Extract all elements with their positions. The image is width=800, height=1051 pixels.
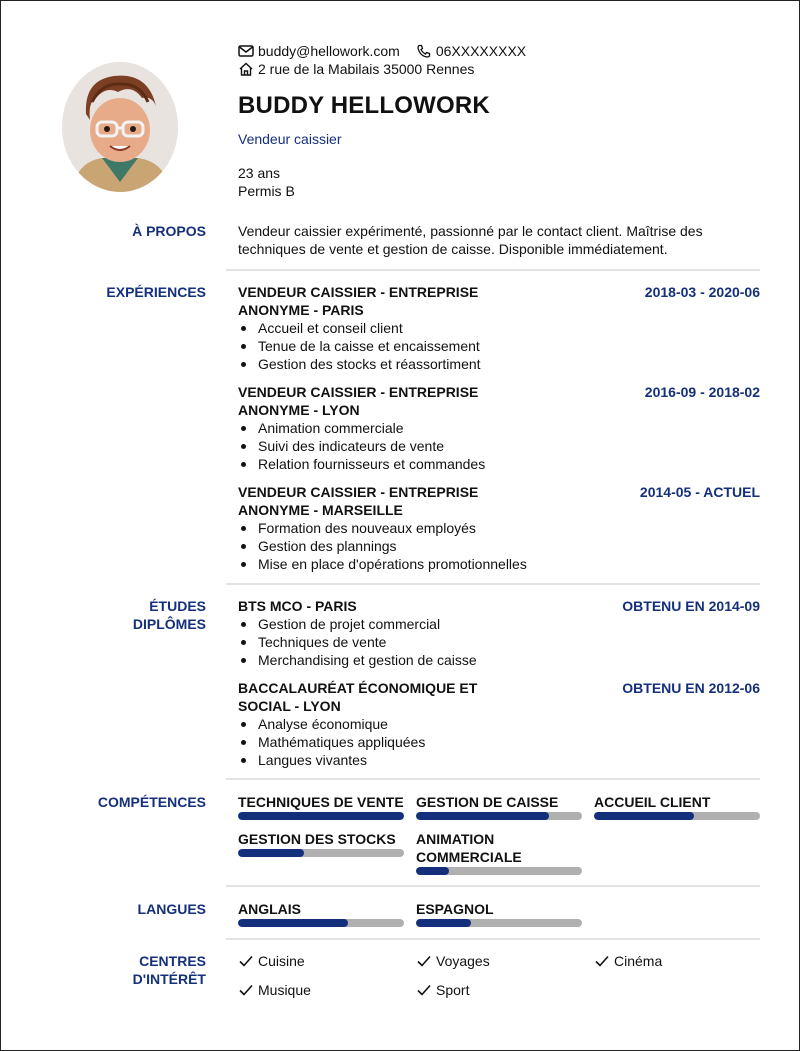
experience-bullets — [238, 519, 760, 573]
skill-bar — [238, 812, 404, 820]
check-icon — [594, 954, 610, 968]
divider — [226, 269, 760, 271]
envelope-icon — [238, 44, 254, 58]
skills-grid — [238, 793, 760, 875]
skill-bar — [416, 867, 582, 875]
interests-section — [238, 952, 760, 999]
interest-item — [238, 952, 416, 970]
list-item: Accueil et conseil client — [238, 319, 760, 337]
resume-header — [238, 42, 760, 200]
interest-label: Cuisine — [258, 953, 305, 969]
phone-icon — [416, 44, 432, 58]
skill-bar-fill — [416, 867, 449, 875]
education-label-line2: DIPLÔMES — [132, 616, 206, 632]
list-item: Gestion des stocks et réassortiment — [238, 355, 760, 373]
interest-label: Cinéma — [614, 953, 663, 969]
language-item — [238, 900, 404, 927]
interest-label: Musique — [258, 982, 311, 998]
skill-item — [594, 793, 760, 820]
skill-name: GESTION DES STOCKS — [238, 831, 396, 847]
experience-entry — [238, 283, 760, 373]
experience-date: 2016-09 - 2018-02 — [644, 384, 760, 400]
interests-label — [41, 952, 206, 988]
skill-item — [238, 830, 404, 875]
interests-grid — [238, 952, 760, 999]
experience-entry — [238, 383, 760, 473]
list-item: Tenue de la caisse et encaissement — [238, 337, 760, 355]
interest-item — [238, 981, 416, 999]
skill-item — [238, 793, 404, 820]
language-name: ESPAGNOL — [416, 901, 494, 917]
experience-date: 2018-03 - 2020-06 — [644, 284, 760, 300]
languages-section — [238, 900, 760, 927]
home-icon — [238, 62, 254, 76]
education-date: OBTENU EN 2012-06 — [622, 680, 760, 696]
interest-item — [416, 952, 594, 970]
experiences-label: EXPÉRIENCES — [106, 284, 206, 300]
education-label — [41, 597, 206, 633]
list-item: Animation commerciale — [238, 419, 760, 437]
skill-name: ACCUEIL CLIENT — [594, 794, 711, 810]
experiences-section — [238, 283, 760, 583]
experience-title: VENDEUR CAISSIER - ENTREPRISE ANONYME - MARSEILLE — [238, 484, 479, 518]
check-icon — [416, 954, 432, 968]
list-item: Langues vivantes — [238, 751, 760, 769]
education-title: BACCALAURÉAT ÉCONOMIQUE ET SOCIAL - LYON — [238, 680, 478, 714]
contact-line-1 — [238, 42, 760, 60]
education-entry — [238, 679, 760, 769]
list-item: Analyse économique — [238, 715, 760, 733]
profile-photo — [62, 62, 178, 192]
skill-bar — [238, 849, 404, 857]
language-item — [416, 900, 582, 927]
interests-label-line1: CENTRES — [139, 953, 206, 969]
language-name: ANGLAIS — [238, 901, 301, 917]
divider — [226, 885, 760, 887]
skill-bar-fill — [594, 812, 694, 820]
job-title: Vendeur caissier — [238, 131, 342, 147]
interests-label-line2: D'INTÉRÊT — [132, 971, 206, 987]
education-section — [238, 597, 760, 779]
education-bullets — [238, 715, 760, 769]
skill-bar-fill — [416, 812, 549, 820]
interest-item — [416, 981, 594, 999]
driving-license: Permis B — [238, 183, 295, 199]
list-item: Mathématiques appliquées — [238, 733, 760, 751]
skill-name: GESTION DE CAISSE — [416, 794, 559, 810]
education-entry — [238, 597, 760, 669]
education-title: BTS MCO - PARIS — [238, 598, 357, 614]
education-date: OBTENU EN 2014-09 — [622, 598, 760, 614]
skill-name: TECHNIQUES DE VENTE — [238, 794, 404, 810]
candidate-name: BUDDY HELLOWORK — [238, 92, 490, 119]
list-item: Gestion de projet commercial — [238, 615, 760, 633]
about-text: Vendeur caissier expérimenté, passionné par le contact client. Maîtrise des techniques de vente et gestion de caisse. Disponible immédiatement. — [238, 223, 703, 257]
contact-phone[interactable]: 06XXXXXXXX — [435, 43, 527, 59]
interest-item — [594, 952, 760, 970]
skill-name: ANIMATION COMMERCIALE — [416, 831, 522, 865]
language-bar — [416, 919, 582, 927]
divider — [226, 778, 760, 780]
list-item: Relation fournisseurs et commandes — [238, 455, 760, 473]
list-item: Gestion des plannings — [238, 537, 760, 555]
experience-title: VENDEUR CAISSIER - ENTREPRISE ANONYME - LYON — [238, 384, 479, 418]
list-item: Suivi des indicateurs de vente — [238, 437, 760, 455]
interest-label: Voyages — [436, 953, 490, 969]
candidate-age: 23 ans — [238, 165, 281, 181]
experience-bullets — [238, 319, 760, 373]
check-icon — [238, 954, 254, 968]
skill-bar — [416, 812, 582, 820]
contact-address: 2 rue de la Mabilais 35000 Rennes — [258, 61, 475, 77]
contact-line-2 — [238, 60, 760, 78]
skill-bar — [594, 812, 760, 820]
check-icon — [416, 983, 432, 997]
list-item: Mise en place d'opérations promotionnelles — [238, 555, 760, 573]
skills-section — [238, 793, 760, 875]
languages-label: LANGUES — [137, 901, 206, 917]
list-item: Techniques de vente — [238, 633, 760, 651]
language-bar — [238, 919, 404, 927]
skill-item — [416, 830, 582, 875]
experience-bullets — [238, 419, 760, 473]
skill-bar-fill — [238, 849, 304, 857]
skills-label: COMPÉTENCES — [97, 794, 206, 810]
languages-grid — [238, 900, 760, 927]
list-item: Merchandising et gestion de caisse — [238, 651, 760, 669]
experience-date: 2014-05 - ACTUEL — [639, 484, 760, 500]
interest-label: Sport — [436, 982, 470, 998]
education-bullets — [238, 615, 760, 669]
divider — [226, 938, 760, 940]
language-bar-fill — [238, 919, 348, 927]
check-icon — [238, 983, 254, 997]
contact-email[interactable]: buddy@hellowork.com — [258, 43, 400, 59]
divider — [226, 583, 760, 585]
about-label: À PROPOS — [132, 223, 206, 239]
experience-title: VENDEUR CAISSIER - ENTREPRISE ANONYME - PARIS — [238, 284, 479, 318]
education-label-line1: ÉTUDES — [149, 598, 206, 614]
skill-item — [416, 793, 582, 820]
language-bar-fill — [416, 919, 471, 927]
skill-bar-fill — [238, 812, 404, 820]
experience-entry — [238, 483, 760, 573]
list-item: Formation des nouveaux employés — [238, 519, 760, 537]
